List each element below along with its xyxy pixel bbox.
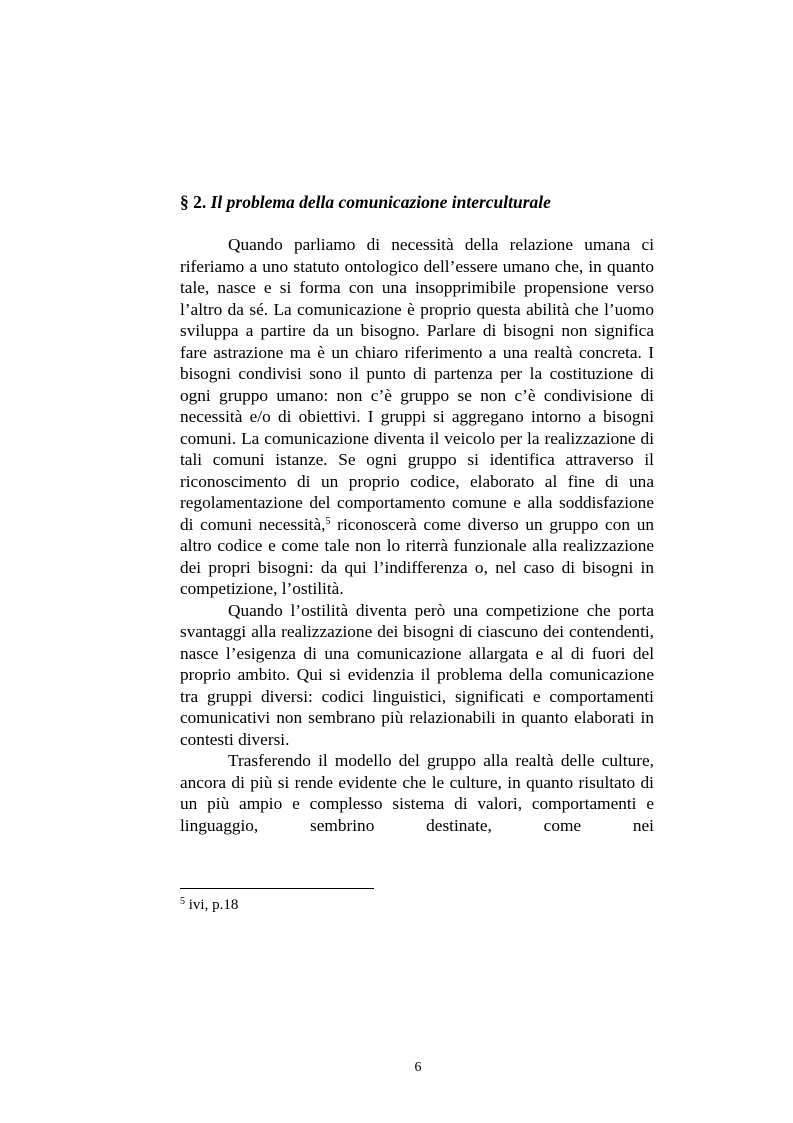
paragraph-3: Trasferendo il modello del gruppo alla realtà delle culture, ancora di più si rende evidente che le culture, in quanto risultato di un più ampio e complesso sistema di valori, comportamenti e linguaggio, sembrino destinate, come nei: [180, 751, 654, 835]
paragraph-1: [180, 234, 654, 600]
footnote-text: ivi, p.18: [185, 897, 239, 913]
footnote-marker: 5: [180, 896, 185, 907]
paragraph-1-part-a: Quando parliamo di necessità della relazione umana ci riferiamo a uno statuto ontologico dell’essere umano che, in quanto tale, nasce e si forma con una insopprimibile propensione verso l’altro da sé. La comunicazione è proprio questa abilità che l’uomo sviluppa a partire da un bisogno. Parlare di bisogni non significa fare astrazione ma è un chiaro riferimento a una realtà concreta. I bisogni condivisi sono il punto di partenza per la costituzione di ogni gruppo umano: non c’è gruppo se non c’è condivisione di necessità e/o di obiettivi. I gruppi si aggregano intorno a bisogni comuni. La comunicazione diventa il veicolo per la realizzazione di tali comuni istanze. Se ogni gruppo si identifica attraverso il riconoscimento di un proprio codice, elaborato al fine di una regolamentazione del comportamento comune e alla soddisfazione di comuni necessità,: [180, 235, 654, 534]
section-number: § 2.: [180, 192, 207, 212]
body-text: [180, 234, 654, 836]
footnote-reference[interactable]: 5: [325, 515, 331, 527]
section-heading: [180, 191, 551, 213]
page-number: 6: [414, 1060, 422, 1075]
paragraph-1-part-b: riconoscerà come diverso un gruppo con un altro codice e come tale non lo riterrà funzionale alla realizzazione dei propri bisogni: da qui l’indifferenza o, nel caso di bisogni in competizione, l’ostilità.: [180, 514, 654, 598]
footnote-divider: [180, 888, 374, 889]
paragraph-2: Quando l’ostilità diventa però una competizione che porta svantaggi alla realizzazione dei bisogni di ciascuno dei contendenti, nasce l’esigenza di una comunicazione allargata e al di fuori del proprio ambito. Qui si evidenzia il problema della comunicazione tra gruppi diversi: codici linguistici, significati e comportamenti comunicativi non sembrano più relazionabili in quanto elaborati in contesti diversi.: [180, 600, 654, 749]
footnote: [180, 896, 238, 915]
section-title: Il problema della comunicazione interculturale: [210, 192, 551, 212]
